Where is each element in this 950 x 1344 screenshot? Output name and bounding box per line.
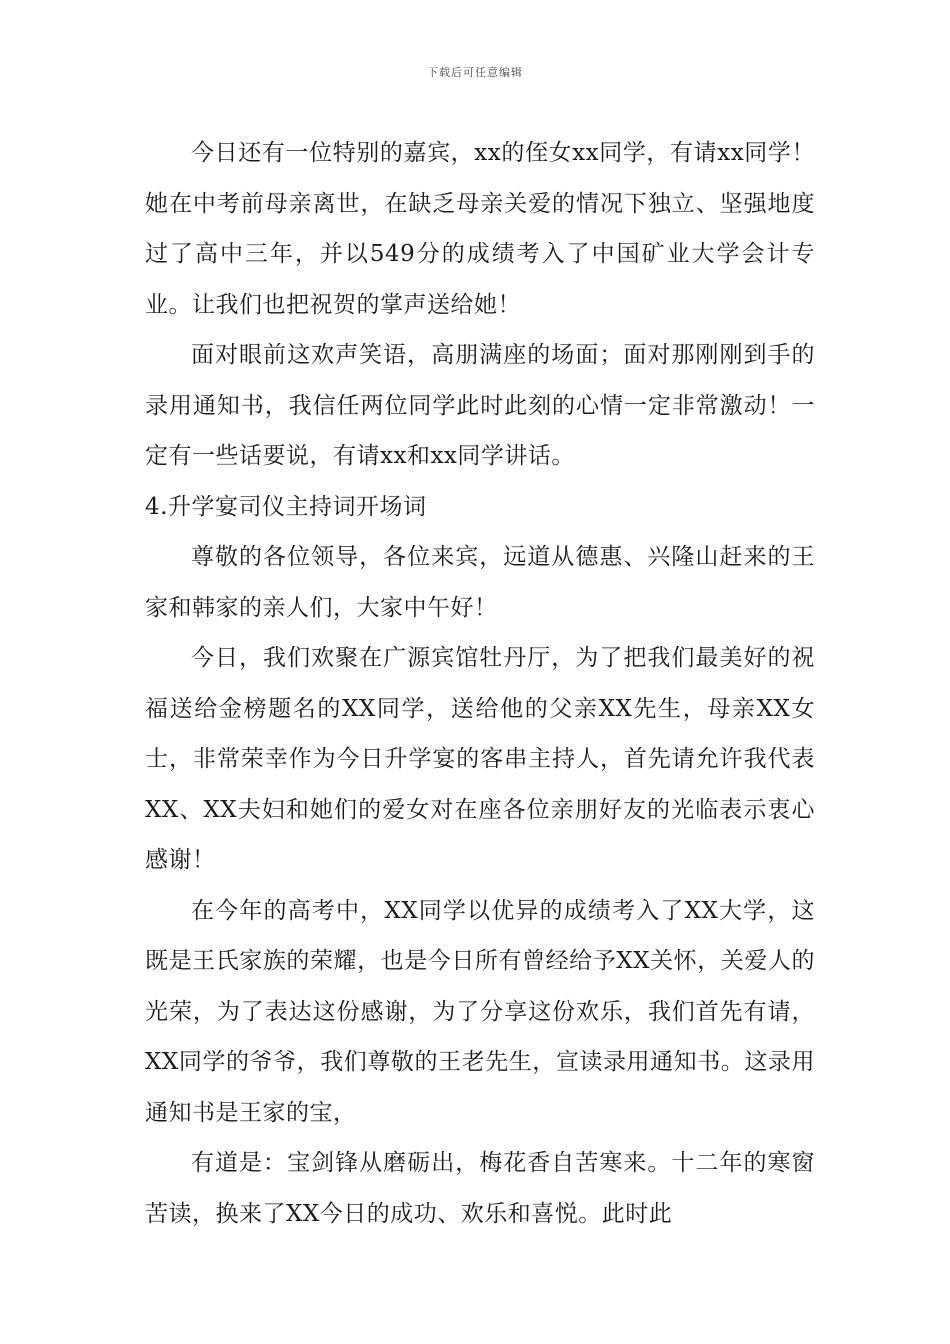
paragraph: 在今年的高考中，XX同学以优异的成绩考入了XX大学，这既是王氏家族的荣耀，也是今日所有曾经给予XX关怀，关爱人的光荣，为了表达这份感谢，为了分享这份欢乐，我们首先有请，XX同学的爷爷，我们尊敬的王老先生，宣读录用通知书。这录用通知书是王家的宝， xyxy=(145,897,815,1126)
paragraph: 有道是：宝剑锋从磨砺出，梅花香自苦寒来。十二年的寒窗苦读，换来了XX今日的成功、欢乐和喜悦。此时此 xyxy=(145,1150,815,1227)
paragraph: 尊敬的各位领导，各位来宾，远道从德惠、兴隆山赶来的王家和韩家的亲人们，大家中午好！ xyxy=(145,544,815,621)
section-heading: 4.升学宴司仪主持词开场词 xyxy=(145,493,427,520)
document-body xyxy=(145,128,815,1239)
paragraph: 今日还有一位特别的嘉宾，xx的侄女xx同学，有请xx同学！她在中考前母亲离世，在缺乏母亲关爱的情况下独立、坚强地度过了高中三年，并以549分的成绩考入了中国矿业大学会计专业。让我们也把祝贺的掌声送给她！ xyxy=(145,140,815,318)
paragraph: 今日，我们欢聚在广源宾馆牡丹厅，为了把我们最美好的祝福送给金榜题名的XX同学，送给他的父亲XX先生，母亲XX女士，非常荣幸作为今日升学宴的客串主持人，首先请允许我代表XX、XX夫妇和她们的爱女对在座各位亲朋好友的光临表示衷心感谢！ xyxy=(145,645,815,873)
paragraph: 面对眼前这欢声笑语，高朋满座的场面；面对那刚刚到手的录用通知书，我信任两位同学此时此刻的心情一定非常激动！一定有一些话要说，有请xx和xx同学讲话。 xyxy=(145,342,815,469)
page-header: 下载后可任意编辑 xyxy=(427,66,523,79)
